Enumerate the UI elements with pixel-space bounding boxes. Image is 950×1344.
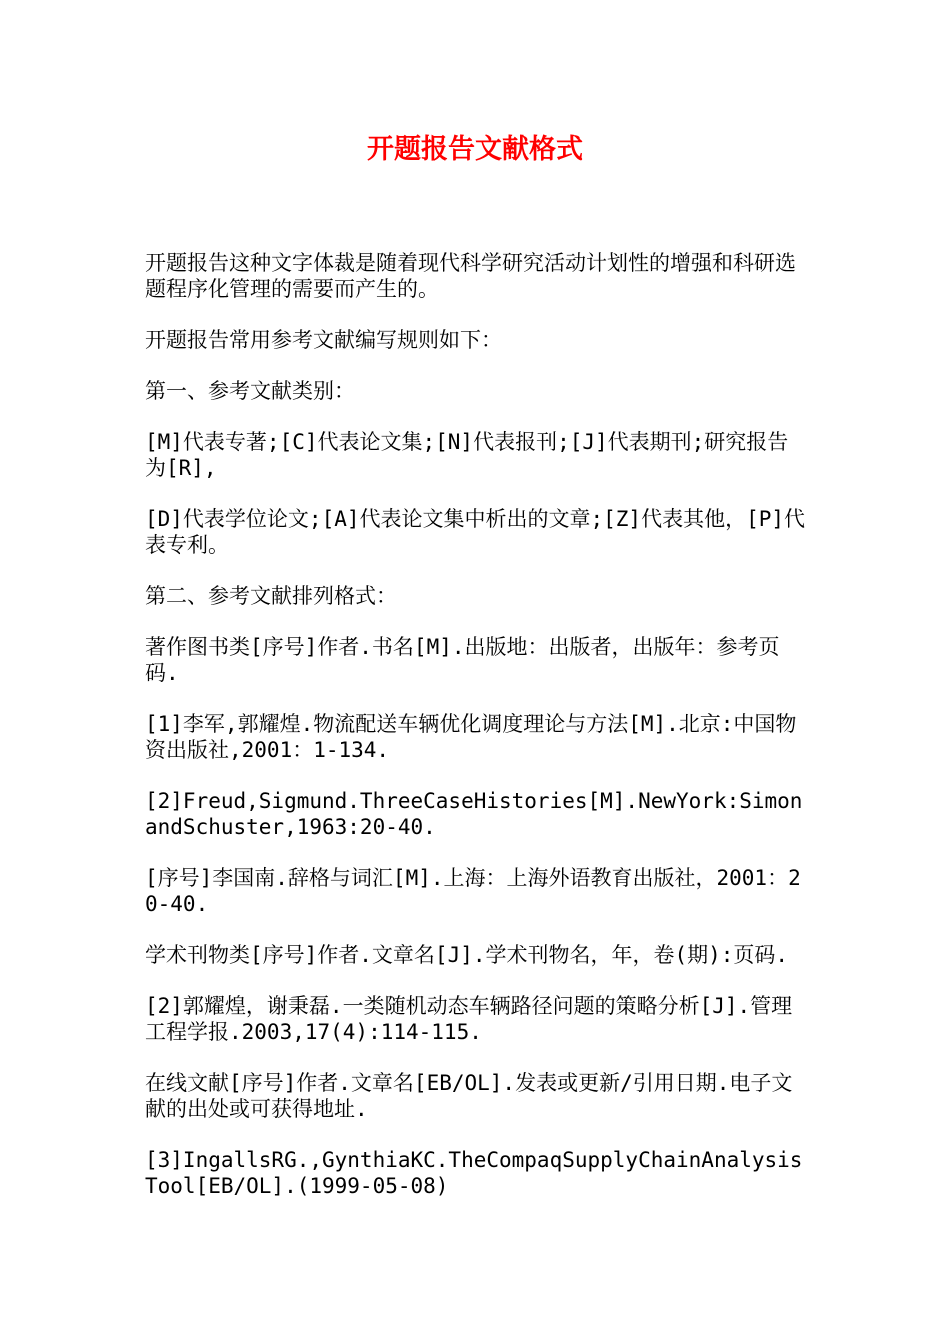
section-heading-format: 第二、参考文献排列格式： xyxy=(145,584,397,608)
document-title: 开题报告文献格式 xyxy=(367,134,583,165)
paragraph-book-format: 著作图书类[序号]作者.书名[M].出版地：出版者，出版年：参考页码. xyxy=(145,635,780,685)
paragraph-categories-2: [D]代表学位论文;[A]代表论文集中析出的文章;[Z]代表其他，[P]代表专利。 xyxy=(145,507,806,557)
paragraph-rules-intro: 开题报告常用参考文献编写规则如下： xyxy=(145,328,502,352)
reference-example-2: [2]Freud,Sigmund.ThreeCaseHistories[M].NewYork:SimonandSchuster,1963:20-40. xyxy=(145,789,803,839)
reference-example-1: [1]李军,郭耀煌.物流配送车辆优化调度理论与方法[M].北京:中国物资出版社,2001：1-134. xyxy=(145,712,797,762)
paragraph-intro: 开题报告这种文字体裁是随着现代科学研究活动计划性的增强和科研选题程序化管理的需要而产生的。 xyxy=(145,251,796,301)
reference-example-4: [2]郭耀煌，谢秉磊.一类随机动态车辆路径问题的策略分析[J].管理工程学报.2003,17(4):114-115. xyxy=(145,994,793,1044)
reference-example-5: [3]IngallsRG.,GynthiaKC.TheCompaqSupplyChainAnalysisTool[EB/OL].(1999-05-08) xyxy=(145,1148,803,1198)
paragraph-online-format: 在线文献[序号]作者.文章名[EB/OL].发表或更新/引用日期.电子文献的出处或可获得地址. xyxy=(145,1071,793,1121)
document-body xyxy=(145,250,807,1224)
paragraph-categories-1: [M]代表专著;[C]代表论文集;[N]代表报刊;[J]代表期刊;研究报告为[R], xyxy=(145,430,789,480)
section-heading-categories: 第一、参考文献类别： xyxy=(145,379,355,403)
reference-example-3: [序号]李国南.辞格与词汇[M].上海：上海外语教育出版社，2001：20-40. xyxy=(145,866,801,916)
paragraph-journal-format: 学术刊物类[序号]作者.文章名[J].学术刊物名，年，卷(期):页码. xyxy=(145,943,789,967)
